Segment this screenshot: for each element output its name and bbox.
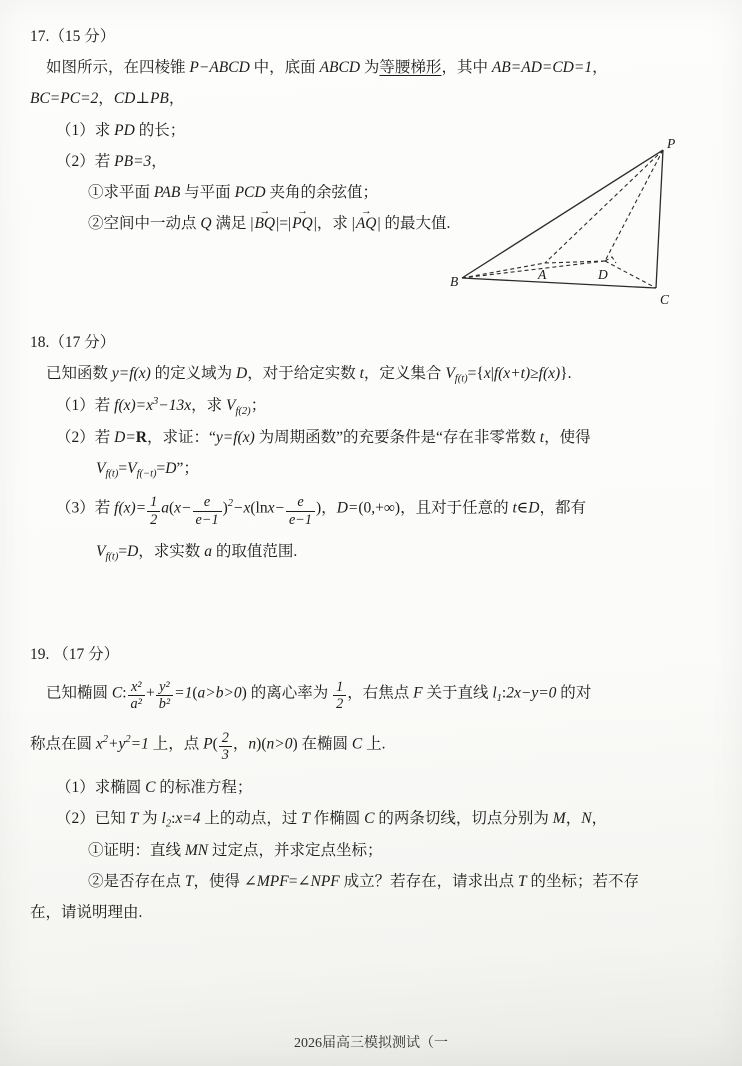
text-line: 已知椭圆 C: $\frac{\text{x²}}{\text{a²}}$ + $\frac{\text{y²}}{\text{b²}}$ =1(a>b>0) 的离心率为 $\frac{1}{2}$ ，右焦点 F 关于直线 $l_1:2x-y=0$ 的对 xyxy=(46,679,592,713)
text-line: 19. （17 分） xyxy=(30,645,120,663)
text-line: （1）若 $f(x)=x^3-13x$，求 $V_{f(2)}$； xyxy=(56,396,267,417)
text-line: ①求平面 PAB 与平面 PCD 夹角的余弦值； xyxy=(88,184,378,202)
text-line: 18.（17 分） xyxy=(30,334,116,351)
text-line: ②是否存在点 T，使得 ∠MPF=∠NPF 成立？若存在，请求出点 T 的坐标；若不存 xyxy=(88,872,640,890)
text-line: ②空间中一动点 Q 满足 |BQ →|=|PQ →|，求 |AQ →| 的最大值. xyxy=(88,210,712,238)
fraction: $\frac{e}{e-1}$ xyxy=(286,494,315,528)
text-line: $V_{f(t)}=V_{f(-t)}=D$”； xyxy=(96,460,199,480)
text-line: （1）求椭圆 C 的标准方程； xyxy=(56,778,253,796)
vector: AQ → xyxy=(355,210,378,238)
text-line: 在，请说明理由. xyxy=(30,904,143,922)
pyramid-figure xyxy=(446,136,710,312)
text-line: ①证明：直线 MN 过定点，并求定点坐标； xyxy=(88,841,383,859)
fraction: $\frac{\text{x²}}{\text{a²}}$ xyxy=(128,679,145,713)
text-line: $V_{f(t)}=D$，求实数 a 的取值范围. xyxy=(96,542,298,563)
vertex-label-c: C xyxy=(660,292,670,307)
text-line: （2）若 D=R，求证：“y=f(x) 为周期函数”的充要条件是“存在非零常数 t，使得 xyxy=(56,429,591,447)
page-footer: 2026届高三模拟测试（一 xyxy=(294,1036,448,1051)
fraction: $\frac{1}{2}$ xyxy=(333,679,346,713)
vertex-label-d: D xyxy=(598,267,608,282)
text-line: （2）若 PB=3， xyxy=(56,152,167,170)
edge-bp xyxy=(462,150,663,278)
text-line: （3）若 f(x)= $\frac{1}{2}$ a(x− $\frac{e}{e-1}$ )$^2$−x(lnx− $\frac{e}{e-1}$ )，D=(0,+∞)，且对于任意的 t∈D，都有 xyxy=(56,494,586,528)
fraction: $\frac{e}{e-1}$ xyxy=(193,494,222,528)
problem-19-text xyxy=(30,641,712,927)
edge-dc xyxy=(605,261,656,288)
text-line: 17.（15 分） xyxy=(30,28,116,45)
text-line: （1）求 PD 的长； xyxy=(56,121,186,139)
fraction: $\frac{2}{3}$ xyxy=(219,730,232,764)
problem-17 xyxy=(30,20,712,312)
pyramid-svg xyxy=(446,136,710,312)
vertex-label-a: A xyxy=(538,267,547,282)
text-line: 已知函数 y=f(x) 的定义域为 D，对于给定实数 t，定义集合 $V_{f(t)}=\{x|f(x+t)\ge f(x)\}$. xyxy=(46,365,572,385)
edge-pa xyxy=(545,150,663,263)
problem-19 xyxy=(30,638,712,930)
edge-pd xyxy=(605,150,663,261)
vector: BQ → xyxy=(253,210,276,238)
vertex-label-p: P xyxy=(667,136,676,151)
edge-cp xyxy=(656,150,663,288)
vertex-label-b: B xyxy=(450,274,459,289)
problem-18 xyxy=(30,326,712,570)
text-line: 如图所示，在四棱锥 P−ABCD 中，底面 ABCD 为等腰梯形，其中 AB=AD=CD=1， xyxy=(46,59,608,77)
vector: PQ → xyxy=(291,210,314,238)
text-line: 称点在圆 $x^2+y^2=1$ 上，点 P( $\frac{2}{3}$ ，n)(n>0) 在椭圆 C 上. xyxy=(30,729,386,764)
fraction: $\frac{\text{y²}}{\text{b²}}$ xyxy=(156,679,173,713)
text-line: （2）已知 T 为 $l_2:x=4$ 上的动点，过 T 作椭圆 C 的两条切线，切点分别为 M，N， xyxy=(56,809,608,830)
fraction: $\frac{1}{2}$ xyxy=(147,494,160,528)
edge-bd xyxy=(462,261,605,278)
text-line: BC=PC=2，CD⊥PB， xyxy=(30,90,185,108)
problem-18-text xyxy=(30,329,712,567)
edge-bc xyxy=(462,278,656,288)
